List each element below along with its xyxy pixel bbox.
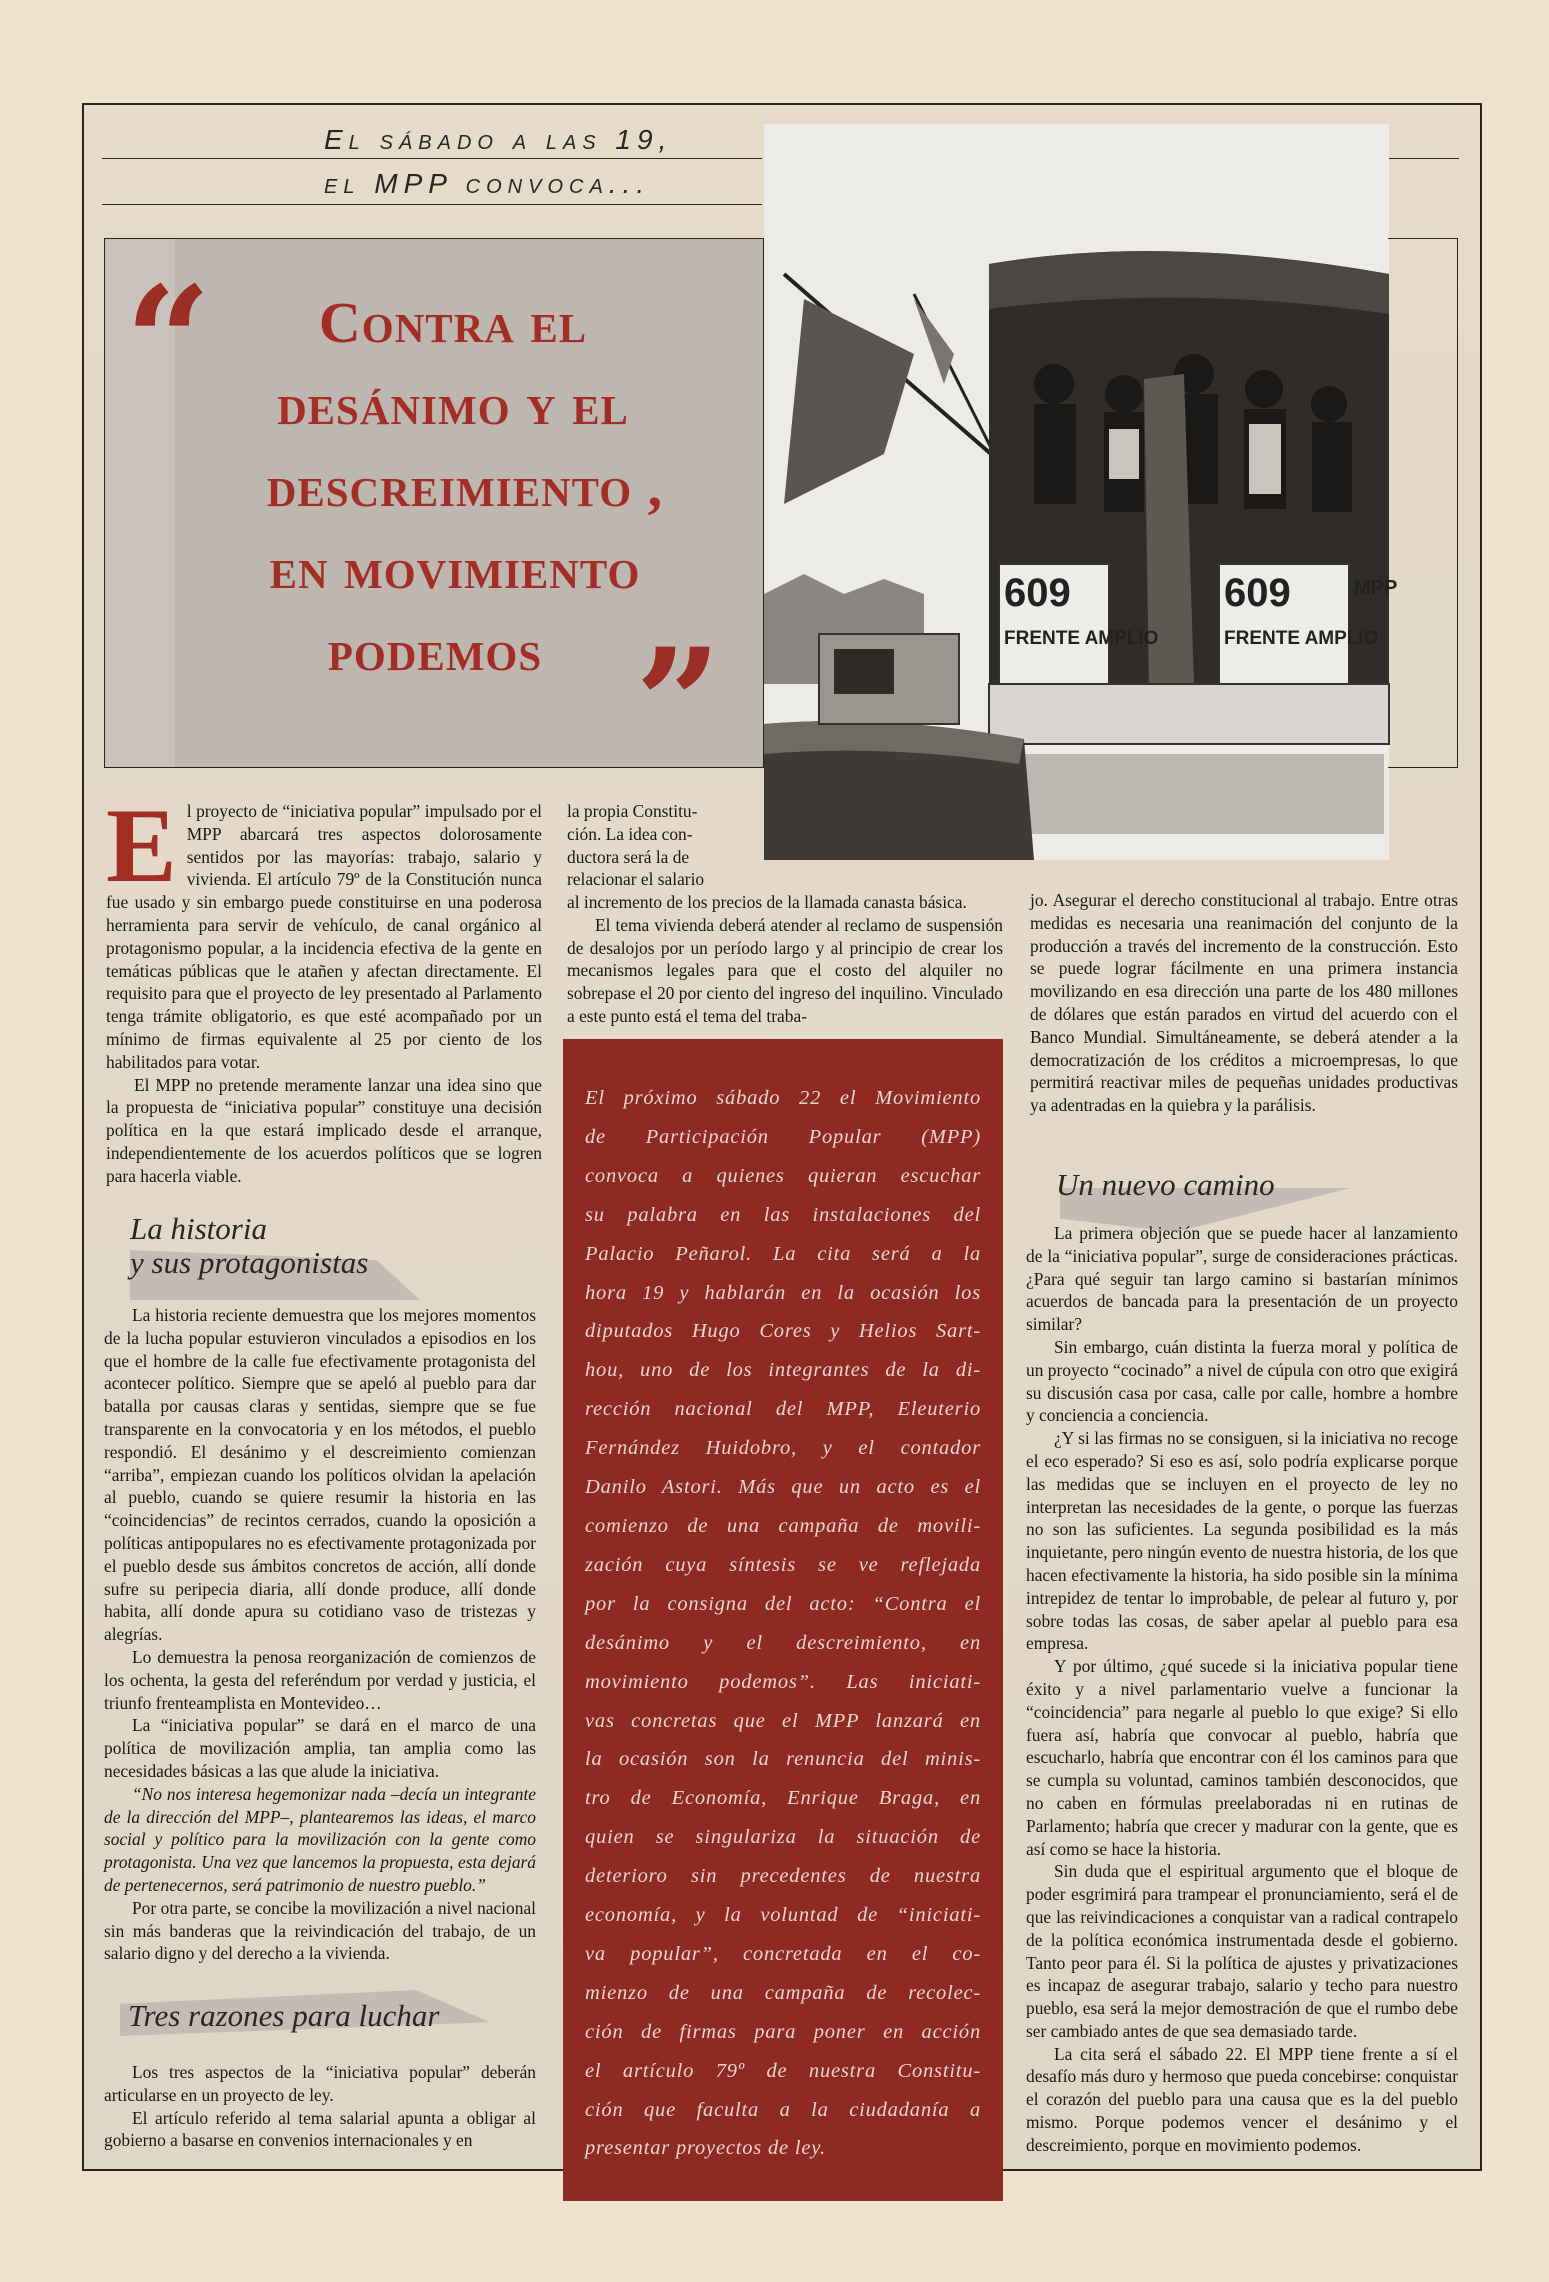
- sidebar-line: hou, uno de los integrantes de la di-: [585, 1359, 981, 1382]
- placard-text-2: FRENTE AMPLIO: [1004, 628, 1159, 649]
- headline-line-3: descreimiento ,: [266, 454, 664, 519]
- close-quote-mark: ”: [635, 616, 722, 792]
- col3-camino-p5: Sin duda que el espiritual argumento que el bloque de poder esgrimirá para trampear el pronunciamiento, será el de que las reivindicaciones a conquistar van a radical contrapelo de la política económica instrumentada desde el gobierno. Tanto peor para él. Si la política de ajustes y privatizaciones es incapaz de asegurar trabajo, salario y techo para nuestro pueblo, esa será la mejor demostración de que el rumbo debe ser cambiado antes de que sea demasiado tarde.: [1026, 1861, 1458, 2041]
- col3-camino-p6: La cita será el sábado 22. El MPP tiene frente a sí el desafío más duro y hermoso que pueda concebirse: conquistar el corazón del pueblo para una causa que es la del pueblo mismo. Porque podemos vencer el desánimo y el descreimiento, porque en movimiento podemos.: [1026, 2043, 1458, 2155]
- sidebar-line: tro de Economía, Enrique Braga, en: [585, 1787, 981, 1810]
- col1-historia-quote: “No nos interesa hegemonizar nada –decía un integrante de la dirección del MPP–, plantearemos las ideas, el marco social y político para la movilización con la gente como protagonista. Una vez que lancemos la propuesta, esta dejará de pertenecernos, será patrimonio de nuestro pueblo.”: [104, 1783, 536, 1895]
- sidebar-line: desánimo y el descreimiento, en: [585, 1631, 981, 1654]
- col2-paragraph-1: al incremento de los precios de la llamada canasta básica.: [567, 892, 967, 912]
- col1-historia-p1: La historia reciente demuestra que los mejores momentos de la lucha popular estuvieron vinculados a episodios en los que el hombre de la calle fue efectivamente protagonista del acontecer político. Siempre que se apeló al pueblo para dar batalla por causas claras y sentidas, siempre que se fue transparente en la convocatoria y en los métodos, el pueblo respondió. El desánimo y el descreimiento comienzan “arriba”, empiezan cuando los políticos olvidan la apelación al pueblo, cuando se quiere resumir la historia en las “coincidencias” de recintos cerrados, cuando la oposición a políticas antipopulares no es efectivamente protagonizada por el pueblo desde sus ámbitos concretos de acción, allí donde sufre su peripecia diaria, allí donde produce, allí donde habita, allí donde apura su cotidiano vaso de tristezas y alegrías.: [104, 1305, 536, 1645]
- headline-line-1: Contra el: [318, 290, 588, 355]
- photo-frame-rule: [1388, 238, 1458, 768]
- col1-historia-p3: La “iniciativa popular” se dará en el marco de una política de movilización amplia, tan amplia como las necesidades básicas a las que alude la iniciativa.: [104, 1715, 536, 1781]
- kicker-rule-1: [102, 158, 762, 159]
- placard-text-1: 609: [1004, 571, 1071, 615]
- sidebar-line: la ocasión son la renuncia del minis-: [585, 1748, 981, 1771]
- col2-paragraph-2: El tema vivienda deberá atender al reclamo de suspensión de desalojos por un período largo y al principio de crear los mecanismos legales para que el costo del alquiler no sobrepase el 20 por ciento del ingreso del inquilino. Vinculado a este punto está el tema del traba-: [567, 914, 1003, 1026]
- headline-box: [104, 238, 764, 792]
- placard-text-4: FRENTE AMPLIO: [1224, 628, 1379, 649]
- sidebar-line: El próximo sábado 22 el Movimiento: [585, 1087, 981, 1109]
- sidebar-line: economía, y la voluntad de “iniciati-: [585, 1904, 981, 1927]
- sidebar-line: su palabra en las instalaciones del: [585, 1203, 981, 1226]
- sidebar-line: ción que faculta a la ciudadanía a: [585, 2098, 981, 2121]
- kicker-line-2: el MPP convoca...: [324, 168, 651, 199]
- col2-narrow-line-1: la propia Constitu-: [567, 801, 698, 821]
- column-2-narrow: [567, 800, 757, 891]
- sidebar-line: quien se singulariza la situación de: [585, 1826, 981, 1849]
- col3-camino-p2: Sin embargo, cuán distinta la fuerza moral y política de un proyecto “cocinado” a nivel de cúpula con otro que exigirá su discusión casa por casa, calle por calle, hombre a hombre y conciencia a conciencia.: [1026, 1336, 1458, 1426]
- sidebar-line: de Participación Popular (MPP): [585, 1125, 981, 1148]
- col3-camino-p3: ¿Y si las firmas no se consiguen, si la iniciativa no recoge el eco esperado? Si eso es así, solo podría explicarse porque las medidas que se incluyen en el proyecto de ley no interpretan las necesidades de la gente, o porque las fuerzas no son las suficientes. La segunda posibilidad es la más inquietante, pero ningún evento de nuestra historia, de los que hacen efectivamente la historia, ha sido posible sin la mínima intrepidez de tentar lo improbable, de pelear al futuro y, por sobre todas las cosas, de saber apelar al pueblo para esa empresa.: [1026, 1428, 1458, 1654]
- col1-razones-p2: El artículo referido al tema salarial apunta a obligar al gobierno a basarse en convenios internacionales y en: [104, 2107, 536, 2151]
- col1-paragraph-2: El MPP no pretende meramente lanzar una idea sino que la propuesta de “iniciativa popular” constituye una decisión política en la que estará implicado desde el arranque, independientemente de los acuerdos políticos que se logren para hacerla viable.: [106, 1074, 542, 1186]
- drop-cap: E: [106, 787, 177, 904]
- headline-line-5: podemos: [327, 618, 543, 683]
- placard-text-3: 609: [1224, 571, 1291, 615]
- column-2-text: [567, 891, 1003, 1028]
- sidebar-line: hora 19 y hablarán en la ocasión los: [585, 1281, 981, 1304]
- sidebar-line: zación cuya síntesis se ve reflejada: [585, 1553, 981, 1576]
- sidebar-line: mienzo de una campaña de recolec-: [585, 1981, 981, 2004]
- headline-line-2: desánimo y el: [277, 372, 629, 437]
- subhead-historia: [130, 1212, 510, 1280]
- sidebar-line: por la consigna del acto: “Contra el: [585, 1592, 981, 1615]
- col1-historia-p5: Por otra parte, se concibe la movilización a nivel nacional sin más banderas que la reivindicación del trabajo, de un salario digno y del derecho a la vivienda.: [104, 1897, 536, 1964]
- placard-text-5: MPP: [1354, 577, 1398, 599]
- sidebar-line: Palacio Peñarol. La cita será a la: [585, 1242, 981, 1265]
- kicker-rule-right: [1389, 158, 1459, 159]
- column-1-historia: [104, 1304, 536, 1965]
- col2-narrow-line-2: ción. La idea con-: [567, 823, 693, 844]
- sidebar-line: presentar proyectos de ley.: [585, 2137, 826, 2160]
- kicker: [102, 120, 762, 220]
- rally-photo: [764, 124, 1398, 860]
- col1-historia-p2: Lo demuestra la penosa reorganización de comienzos de los ochenta, la gesta del referéndum por verdad y justicia, el triunfo frenteamplista en Montevideo…: [104, 1646, 536, 1713]
- subhead-historia-line-2: y sus protagonistas: [130, 1245, 369, 1280]
- sidebar-line: Danilo Astori. Más que un acto es el: [585, 1476, 981, 1499]
- sidebar-line: va popular”, concretada en el co-: [585, 1942, 981, 1965]
- sidebar-line: movimiento podemos”. Las iniciati-: [585, 1670, 981, 1693]
- col3-paragraph-1: jo. Asegurar el derecho constitucional al trabajo. Entre otras medidas es necesaria una reanimación del conjunto de la producción a través del incremento de la construcción. Esto se puede lograr fácilmente en una primera instancia movilizando en esa dirección una parte de los 480 millones de dólares que están parados en virtud del acuerdo con el Banco Mundial. Simultáneamente, se deberá atender a la democratización de los créditos a microempresas, lo que permitirá reactivar miles de pequeñas unidades productivas ya adentradas en la quiebra y la parálisis.: [1030, 890, 1458, 1116]
- sidebar-line: diputados Hugo Cores y Helios Sart-: [585, 1320, 981, 1343]
- col3-camino-p4: Y por último, ¿qué sucede si la iniciativa popular tiene éxito y a nivel parlamentario vuelve a funcionar la “coincidencia” para negarle al pueblo lo que exige? Si ello fuera así, habría que convocar al pueblo, habría que escucharlo, habría que encontrar con él los caminos para que se cumpla su voluntad, caminos también desconocidos, que no caben en fórmulas preelaboradas ni en rutinas de Parlamento; habría que crecer y madurar con la gente, que es así como se hace la historia.: [1026, 1656, 1458, 1859]
- column-1-intro: [106, 787, 542, 1188]
- column-1-razones: [104, 2061, 536, 2152]
- sidebar-line: rección nacional del MPP, Eleuterio: [585, 1398, 981, 1421]
- column-3-intro: [1030, 889, 1458, 1117]
- sidebar-line: el artículo 79º de nuestra Constitu-: [585, 2059, 981, 2082]
- headline-line-4: en movimiento: [269, 536, 641, 601]
- sidebar-line: Fernández Huidobro, y el contador: [585, 1437, 981, 1460]
- column-3-camino: [1026, 1222, 1458, 2157]
- col3-camino-p1: La primera objeción que se puede hacer al lanzamiento de la “iniciativa popular”, surge de consideraciones prácticas. ¿Para qué seguir tan largo camino si bastarían mínimos acuerdos de bancada para la presentación de un proyecto similar?: [1026, 1223, 1458, 1335]
- col2-narrow-line-4: relacionar el salario: [567, 869, 705, 890]
- open-quote-mark: “: [125, 254, 212, 430]
- sidebar-line: comienzo de una campaña de movili-: [585, 1514, 981, 1537]
- sidebar-line: deterioro sin precedentes de nuestra: [585, 1865, 981, 1888]
- subhead-nuevo-camino: Un nuevo camino: [1056, 1167, 1275, 1202]
- kicker-line-1: El sábado a las 19,: [324, 124, 673, 155]
- col2-narrow-line-3: ductora será la de: [567, 846, 690, 867]
- intro-paragraph: El proyecto de “iniciativa popular” impulsado por el MPP abarcará tres aspectos dolorosamente sentidos por las mayorías: trabajo, salario y vivienda. El artículo 79º de la Constitución nunca fue usado y sin embargo puede constituirse en una poderosa herramienta para servir de vehículo, de canal orgánico al protagonismo popular, a la incidencia efectiva de la gente en temáticas públicas que le atañen y afectan directamente. El requisito para que el proyecto de ley presentado al Parlamento tenga trámite obligatorio, es que esté acompañado por un mínimo de firmas equivalente al 25 por ciento de los habilitados para votar.: [106, 787, 542, 1072]
- subhead-historia-line-1: La historia: [130, 1211, 267, 1246]
- col1-razones-p1: Los tres aspectos de la “iniciativa popular” deberán articularse en un proyecto de ley.: [104, 2062, 536, 2105]
- convocatoria-sidebar: [563, 1039, 1003, 2201]
- sidebar-text: [585, 1079, 981, 2168]
- sidebar-line: ción de firmas para poner en acción: [585, 2020, 981, 2043]
- subhead-tres-razones: Tres razones para luchar: [128, 1998, 440, 2033]
- sidebar-line: convoca a quienes quieran escuchar: [585, 1164, 981, 1187]
- kicker-rule-2: [102, 204, 762, 205]
- sidebar-line: vas concretas que el MPP lanzará en: [585, 1709, 981, 1732]
- rally-photo-illustration: [764, 124, 1398, 860]
